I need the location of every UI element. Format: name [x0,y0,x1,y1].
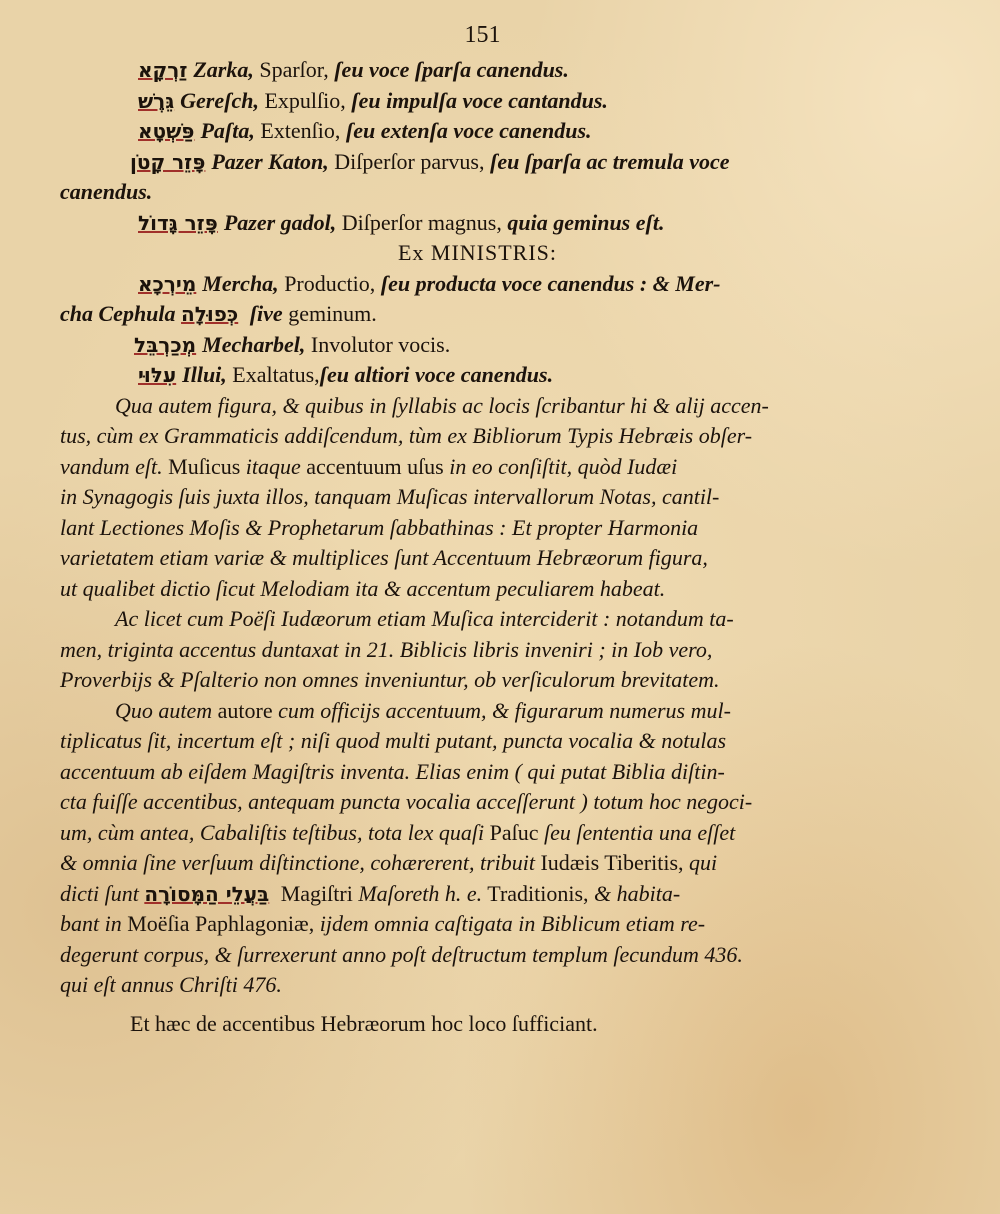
hebrew-word: עִלּוּי [138,363,177,387]
text-line: Qua autem figura, & quibus in ſyllabis ac locis ſcribantur hi & alij accen- [115,392,769,418]
text-line: bant in Moëſia Paphlagoniæ, ijdem omnia caſtigata in Biblicum etiam re- [60,911,706,936]
hebrew-word: כְּפוּלָה [181,302,239,326]
accent-term: Extenſio, [254,118,341,143]
hebrew-word: פָּזֵר גָּדוֹל [138,210,218,235]
accent-name: Paſta, [200,118,255,143]
accent-desc: ſeu altiori voce canendus. [319,362,554,387]
text-line: & omnia ſine verſuum diſtinctione, cohærerent, tribuit Iudæis Tiberitis, qui [60,850,718,875]
accent-name: Pazer Katon, [211,148,329,174]
text-line: ut qualibet dictio ſicut Melodiam ita & accentum peculiarem habeat. [60,575,666,601]
accent-entry-illui [60,360,875,391]
text-line: men, triginta accentus duntaxat in 21. Biblicis libris inveniri ; in Iob vero, [60,636,713,662]
accent-desc: ſeu impulſa voce cantandus. [345,87,608,113]
accent-desc: ſeu ſparſa ac tremula voce [484,148,730,174]
accent-entry-geresch [60,86,875,117]
text-line: vandum eſt. Muſicus itaque accentuum uſus in eo conſiſtit, quòd Iudæi [60,453,678,479]
page-number: 151 [464,22,501,48]
accent-desc: ſeu producta voce canendus : & Mer- [375,270,721,296]
document-page [60,22,875,1039]
paragraph-figures [60,391,875,605]
accent-entry-pazer-katon [60,147,875,178]
accent-entry-mercha-cephula [60,299,875,330]
accent-desc: quia geminus eſt. [501,209,665,235]
paragraph-autore [60,696,875,1001]
text-line: lant Lectiones Moſis & Prophetarum ſabbathinas : Et propter Harmonia [60,514,699,540]
accent-desc: ſeu voce ſparſa canendus. [328,57,569,82]
closing-line: Et hæc de accentibus Hebræorum hoc loco ſufficiant. [130,1010,598,1036]
accent-term: Sparſor, [253,57,329,82]
accent-name: Mercha, [202,270,279,296]
accent-term: Expulſio, [258,87,346,113]
text-line: cta fuiſſe accentibus, antequam puncta vocalia acceſſerunt ) totum hoc negoci- [60,789,753,814]
text-line: varietatem etiam variæ & multiplices ſunt Accentuum Hebræorum figura, [60,545,708,570]
text-line: tus, cùm ex Grammaticis addiſcendum, tùm ex Bibliorum Typis Hebræis obſer- [60,423,753,448]
accent-name: cha Cephula [60,301,176,326]
text-line: in Synagogis ſuis juxta illos, tanquam Muſicas intervallorum Notas, cantil- [60,484,720,509]
accent-desc: ſeu extenſa voce canendus. [340,118,592,143]
text-line: accentuum ab eiſdem Magiſtris inventa. Elias enim ( qui putat Biblia diſtin- [60,758,725,784]
paragraph-poesis [60,604,875,696]
accent-term: Productio, [278,270,376,296]
text-line: Ac licet cum Poëſi Iudæorum etiam Muſica interciderit : notandum ta- [115,606,734,631]
text-line: tiplicatus ſit, incertum eſt ; niſi quod multi putant, puncta vocalia & notulas [60,728,727,753]
text-line: Quo autem autore cum officijs accentuum, & figurarum numerus mul- [115,697,731,723]
accent-name: Zarka, [193,57,254,82]
hebrew-word: פַּשְׁטָא [138,119,195,143]
hebrew-word: מְכַרְבֵּל [134,332,197,357]
accent-term: Diſperſor parvus, [328,148,485,174]
section-heading-ministris: Ex MINISTRIS: [397,240,558,265]
accent-entry-mecharbel [60,330,875,361]
accent-entry-continuation: canendus. [60,179,153,204]
text-line: um, cùm antea, Cabaliſtis teſtibus, tota lex quaſi Paſuc ſeu ſententia una eſſet [60,819,736,845]
accent-entry-zarka [60,55,875,86]
text-line: Proverbijs & Pſalterio non omnes inveniuntur, ob verſiculorum brevitatem. [60,667,720,692]
text-line: dicti ſunt בַּעֲלֵי הַמָּסוֹרָה Magiſtri Maſoreth h. e. Traditionis, & habita- [60,880,681,906]
hebrew-word: גֵּרֶשׁ [138,88,175,113]
accent-name: Gereſch, [180,87,259,113]
accent-entry-pazer-gadol [60,208,875,239]
accent-entry-pasta [60,116,875,147]
accent-term: Diſperſor magnus, [336,209,502,235]
hebrew-word: בַּעֲלֵי הַמָּסוֹרָה [144,881,270,906]
accent-name: Mecharbel, [202,331,306,357]
accent-term: Exaltatus, [226,362,320,387]
hebrew-word: זַרְקָא [138,58,188,82]
accent-term: Involutor vocis. [305,331,451,357]
text-line: qui eſt annus Chriſti 476. [60,972,282,997]
accent-term: geminum. [282,301,377,326]
hebrew-word: פָּזֵר קָטֹן [130,149,206,174]
accent-name: Illui, [182,362,227,387]
accent-desc: ſive [244,301,283,326]
hebrew-word: מֵירְכָא [138,271,197,296]
accent-name: Pazer gadol, [223,209,337,235]
accent-entry-mercha [60,269,875,300]
text-line: degerunt corpus, & ſurrexerunt anno poſt deſtructum templum ſecundum 436. [60,941,743,967]
